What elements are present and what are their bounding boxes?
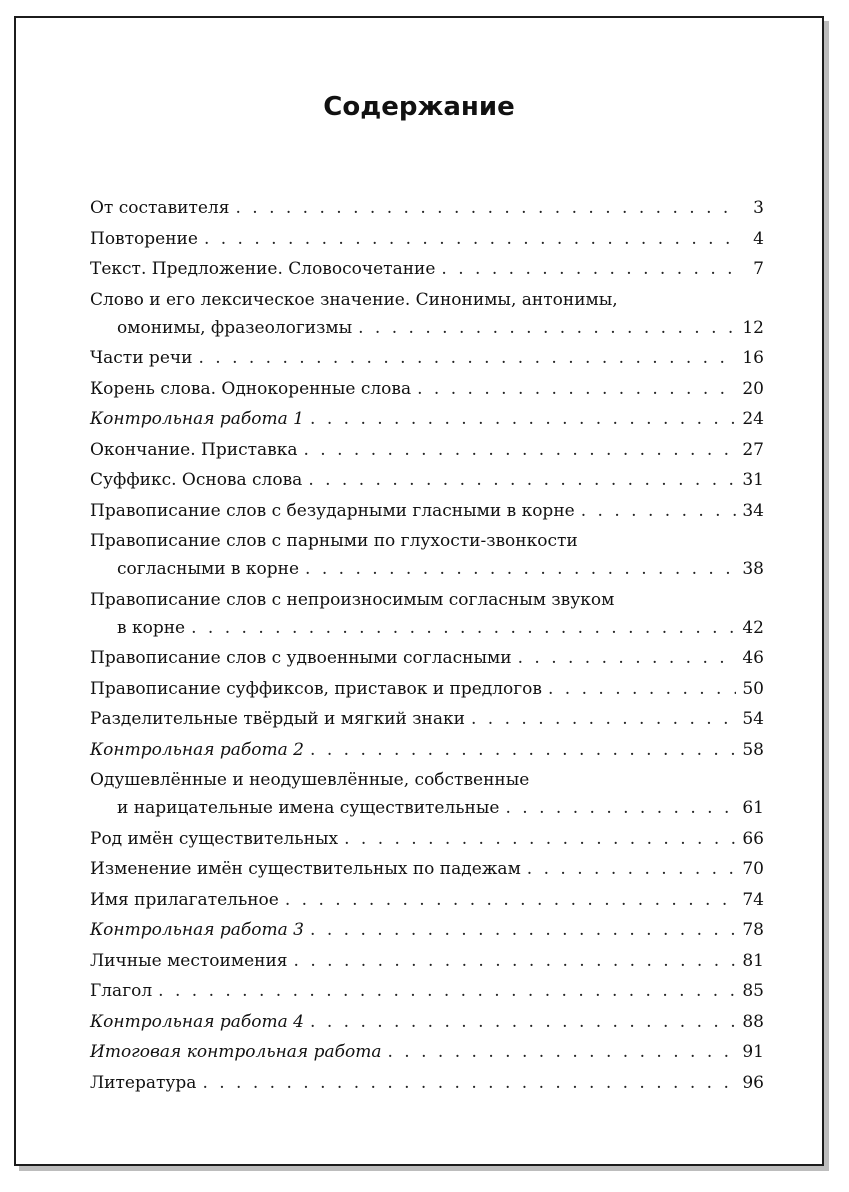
toc-entry (90, 501, 764, 532)
dot-leader (294, 951, 736, 971)
toc-entry-title: согласными в корне (117, 559, 300, 579)
toc-entry-title: омонимы, фразеологизмы (117, 317, 353, 338)
document-page (14, 16, 824, 1166)
dot-leader (204, 229, 736, 249)
dot-leader (310, 740, 736, 760)
toc-entry-title: Правописание слов с безударными гласными в корне (90, 500, 575, 521)
toc-page-number: 38 (742, 559, 764, 579)
toc-entry (90, 951, 764, 982)
dot-leader (505, 798, 736, 818)
toc-entry (90, 1073, 764, 1104)
toc-page-number: 4 (753, 228, 764, 249)
toc-page-number: 70 (742, 859, 764, 879)
toc-page-number: 27 (742, 439, 764, 460)
toc-entry (90, 981, 764, 1012)
toc-page-number: 66 (742, 828, 764, 849)
toc-entry-title: Имя прилагательное (90, 889, 279, 910)
toc-entry-title-line1: Правописание слов с парными по глухости-звонкости (90, 531, 578, 551)
toc-entry (90, 770, 764, 829)
dot-leader (310, 1012, 736, 1032)
toc-entry (90, 259, 764, 290)
toc-entry (90, 229, 764, 260)
dot-leader (305, 559, 736, 579)
dot-leader (358, 318, 736, 338)
dot-leader (308, 470, 736, 490)
toc-entry (90, 648, 764, 679)
dot-leader (518, 648, 736, 668)
toc-page-number: 20 (742, 378, 764, 399)
table-of-contents (90, 198, 764, 1103)
toc-entry-title: Окончание. Приставка (90, 439, 298, 460)
toc-entry (90, 829, 764, 860)
dot-leader (310, 920, 736, 940)
toc-page-number: 12 (742, 317, 764, 338)
toc-entry-title: Разделительные твёрдый и мягкий знаки (90, 709, 465, 729)
toc-entry-title: Изменение имён существительных по падежам (90, 859, 521, 879)
toc-page-number: 46 (742, 648, 764, 668)
toc-page-number: 16 (742, 348, 764, 368)
toc-entry (90, 890, 764, 921)
dot-leader (527, 859, 736, 879)
toc-entry (90, 409, 764, 440)
toc-entry-title: Правописание слов с удвоенными согласными (90, 648, 512, 668)
dot-leader (387, 1042, 736, 1062)
toc-page-number: 7 (753, 259, 764, 279)
toc-entry-title: Глагол (90, 981, 153, 1001)
dot-leader (471, 709, 736, 729)
toc-entry (90, 290, 764, 349)
dot-leader (191, 618, 736, 638)
toc-entry-title: Литература (90, 1072, 197, 1093)
toc-entry-title: От составителя (90, 198, 230, 218)
toc-entry-title: Контрольная работа 2 (90, 739, 305, 760)
toc-page-number: 50 (742, 678, 764, 699)
toc-entry-title: Корень слова. Однокоренные слова (90, 378, 412, 399)
toc-entry-title: Род имён существительных (90, 828, 339, 849)
toc-entry (90, 1042, 764, 1073)
toc-page-number: 24 (742, 409, 764, 429)
toc-page-number: 42 (742, 617, 764, 638)
toc-entry-title: и нарицательные имена существительные (117, 798, 500, 818)
toc-entry-title: Контрольная работа 1 (90, 409, 305, 429)
toc-page-number: 81 (742, 950, 764, 971)
dot-leader (198, 348, 736, 368)
toc-entry (90, 379, 764, 410)
toc-entry-title: Правописание суффиксов, приставок и предлогов (90, 678, 542, 699)
page-title: Содержание (323, 92, 515, 122)
toc-entry (90, 1012, 764, 1043)
toc-page-number: 31 (742, 470, 764, 490)
toc-page-number: 34 (742, 500, 764, 521)
toc-entry-title: Контрольная работа 4 (90, 1011, 305, 1032)
toc-entry (90, 470, 764, 501)
toc-entry (90, 198, 764, 229)
dot-leader (441, 259, 736, 279)
toc-entry (90, 531, 764, 590)
toc-entry (90, 590, 764, 649)
dot-leader (285, 890, 736, 910)
dot-leader (548, 679, 736, 699)
toc-page-number: 96 (742, 1072, 764, 1093)
toc-entry-title: Части речи (90, 348, 193, 368)
toc-entry-title: Повторение (90, 228, 198, 249)
toc-entry-title: Итоговая контрольная работа (90, 1042, 382, 1062)
toc-page-number: 88 (742, 1011, 764, 1032)
dot-leader (158, 981, 736, 1001)
toc-page-number: 61 (742, 798, 764, 818)
toc-page-number: 91 (742, 1042, 764, 1062)
dot-leader (581, 501, 736, 521)
toc-entry-title-line1: Одушевлённые и неодушевлённые, собственные (90, 770, 530, 790)
dot-leader (202, 1073, 736, 1093)
toc-entry-title: в корне (117, 617, 186, 638)
toc-page-number: 85 (742, 981, 764, 1001)
toc-page-number: 78 (742, 920, 764, 940)
toc-entry-title-line1: Слово и его лексическое значение. Синонимы, антонимы, (90, 289, 618, 310)
dot-leader (417, 379, 736, 399)
toc-page-number: 58 (742, 739, 764, 760)
toc-entry-title: Текст. Предложение. Словосочетание (90, 259, 436, 279)
dot-leader (303, 440, 736, 460)
toc-entry (90, 920, 764, 951)
toc-entry (90, 709, 764, 740)
toc-entry (90, 740, 764, 771)
toc-entry (90, 440, 764, 471)
toc-entry (90, 679, 764, 710)
toc-entry-title: Суффикс. Основа слова (90, 470, 303, 490)
dot-leader (235, 198, 736, 218)
toc-page-number: 54 (742, 709, 764, 729)
toc-entry (90, 348, 764, 379)
toc-entry-title: Личные местоимения (90, 950, 288, 971)
dot-leader (344, 829, 736, 849)
toc-page-number: 74 (742, 889, 764, 910)
dot-leader (310, 409, 736, 429)
toc-page-number: 3 (753, 198, 764, 218)
toc-entry-title: Контрольная работа 3 (90, 920, 305, 940)
toc-entry (90, 859, 764, 890)
toc-entry-title-line1: Правописание слов с непроизносимым согласным звуком (90, 589, 615, 610)
